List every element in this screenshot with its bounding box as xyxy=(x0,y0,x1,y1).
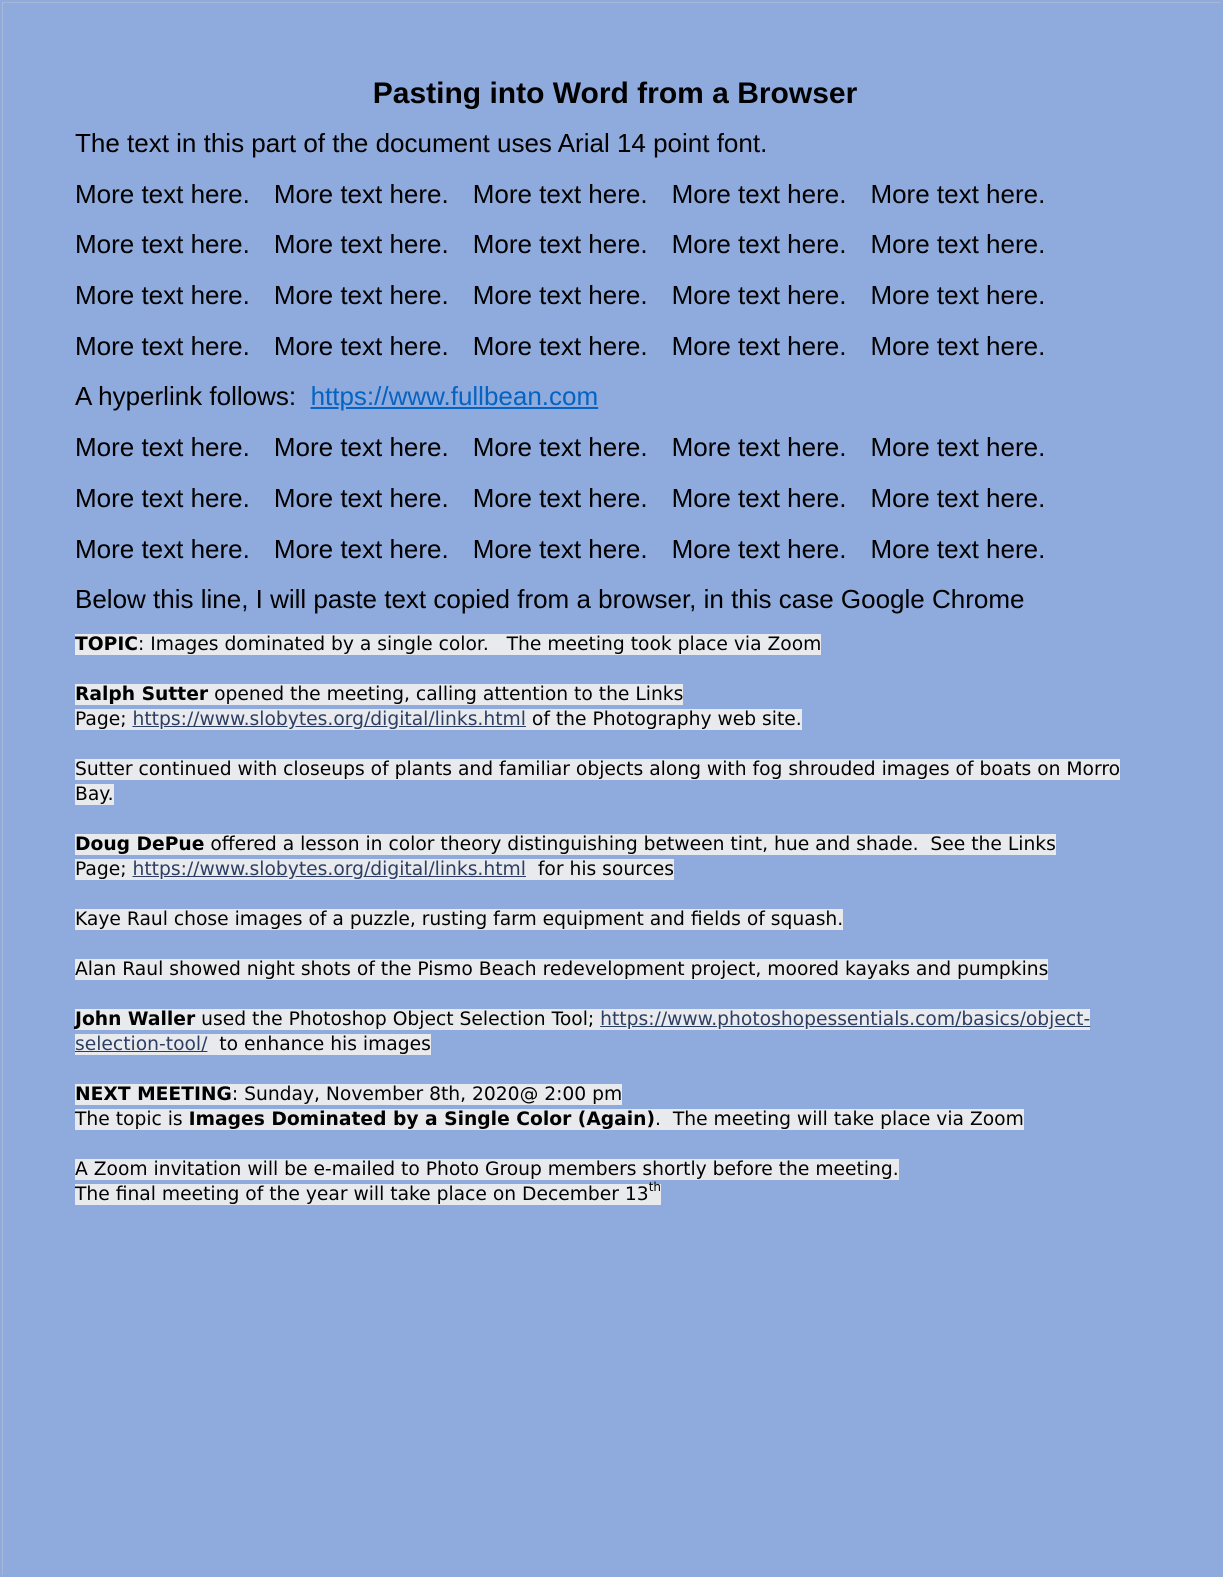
next-meeting-label: NEXT MEETING xyxy=(75,1084,232,1106)
paste-note: Below this line, I will paste text copied from a browser, in this case Google Chrome xyxy=(75,584,1025,615)
alan-text: Alan Raul showed night shots of the Pismo Beach redevelopment project, moored kayaks and pumpkins xyxy=(75,959,1049,981)
more-text: More text here. xyxy=(870,432,1046,463)
ralph-text-1: opened the meeting, calling attention to the Links xyxy=(208,684,684,706)
more-text-bottom-row xyxy=(75,534,1155,564)
pasted-next-meeting xyxy=(75,1082,1155,1132)
next-meeting-text: : Sunday, November 8th, 2020@ 2:00 pm xyxy=(231,1084,623,1106)
more-text-block-top xyxy=(75,179,1155,361)
more-text: More text here. xyxy=(273,178,449,209)
more-text: More text here. xyxy=(273,482,449,513)
ralph-text-3: of the Photography web site. xyxy=(525,709,802,731)
more-text: More text here. xyxy=(75,330,250,361)
pasted-kaye xyxy=(75,907,1155,932)
pasted-sutter xyxy=(75,757,1155,807)
more-text: More text here. xyxy=(870,482,1046,513)
more-text: More text here. xyxy=(75,229,250,260)
more-text: More text here. xyxy=(870,229,1046,260)
sutter-text: Sutter continued with closeups of plants and familiar objects along with fog shrouded images of boats on Morro Bay. xyxy=(75,759,1121,806)
kaye-text: Kaye Raul chose images of a puzzle, rusting farm equipment and fields of squash. xyxy=(75,909,844,931)
zoom-text: A Zoom invitation will be e-mailed to Photo Group members shortly before the meeting. xyxy=(75,1159,899,1181)
pasted-john xyxy=(75,1007,1155,1057)
photoshop-link[interactable]: https://www.photoshopessentials.com/basics/object-selection-tool/ xyxy=(75,1009,1091,1056)
more-text-top-row xyxy=(75,280,1155,310)
more-text: More text here. xyxy=(273,280,449,311)
topic-label: TOPIC xyxy=(75,634,138,656)
pasted-topic xyxy=(75,632,1155,657)
topic2-text-1: The topic is xyxy=(75,1109,189,1131)
more-text: More text here. xyxy=(273,229,449,260)
doug-links-link[interactable]: https://www.slobytes.org/digital/links.html xyxy=(132,859,526,881)
topic-text: : Images dominated by a single color. The meeting took place via Zoom xyxy=(138,634,822,656)
more-text: More text here. xyxy=(472,533,648,564)
more-text: More text here. xyxy=(75,178,250,209)
fullbean-link[interactable]: https://www.fullbean.com xyxy=(310,381,599,412)
intro-line: The text in this part of the document uses Arial 14 point font. xyxy=(75,128,768,158)
more-text: More text here. xyxy=(75,482,250,513)
more-text: More text here. xyxy=(870,330,1046,361)
more-text: More text here. xyxy=(870,178,1046,209)
final-meeting-sup: th xyxy=(648,1180,661,1195)
document-title: Pasting into Word from a Browser xyxy=(372,77,858,110)
more-text: More text here. xyxy=(671,533,847,564)
doug-text-1: offered a lesson in color theory distinguishing between tint, hue and shade. See the Links xyxy=(204,834,1056,856)
more-text: More text here. xyxy=(472,432,648,463)
hyperlink-line xyxy=(75,381,1155,411)
more-text: More text here. xyxy=(472,280,648,311)
john-name: John Waller xyxy=(75,1009,196,1031)
more-text: More text here. xyxy=(273,533,449,564)
pasted-zoom xyxy=(75,1157,1155,1207)
more-text-top-row xyxy=(75,229,1155,259)
more-text-bottom-row xyxy=(75,483,1155,513)
document-content xyxy=(75,75,1155,1232)
ralph-text-2: Page; xyxy=(75,709,133,731)
more-text: More text here. xyxy=(273,330,449,361)
more-text: More text here. xyxy=(671,330,847,361)
more-text: More text here. xyxy=(75,280,250,311)
john-text-2: to enhance his images xyxy=(207,1034,431,1056)
final-meeting-text: The final meeting of the year will take place on December 13 xyxy=(75,1184,649,1206)
doug-name: Doug DePue xyxy=(75,834,205,856)
more-text: More text here. xyxy=(671,432,847,463)
pasted-doug xyxy=(75,832,1155,882)
more-text-bottom-row xyxy=(75,432,1155,462)
pasted-alan xyxy=(75,957,1155,982)
more-text: More text here. xyxy=(75,432,250,463)
doug-text-2: Page; xyxy=(75,859,133,881)
john-text-1: used the Photoshop Object Selection Tool; xyxy=(195,1009,601,1031)
topic2-bold: Images Dominated by a Single Color (Again) xyxy=(188,1109,656,1131)
topic2-text-2: . The meeting will take place via Zoom xyxy=(655,1109,1024,1131)
pasted-ralph xyxy=(75,682,1155,732)
more-text: More text here. xyxy=(75,533,250,564)
more-text-top-row xyxy=(75,331,1155,361)
more-text: More text here. xyxy=(472,178,648,209)
more-text: More text here. xyxy=(472,330,648,361)
more-text-block-bottom xyxy=(75,432,1155,563)
more-text: More text here. xyxy=(870,280,1046,311)
document-page xyxy=(2,2,1221,1575)
more-text: More text here. xyxy=(671,280,847,311)
more-text: More text here. xyxy=(273,432,449,463)
ralph-name: Ralph Sutter xyxy=(75,684,209,706)
more-text: More text here. xyxy=(472,482,648,513)
more-text-top-row xyxy=(75,179,1155,209)
more-text: More text here. xyxy=(870,533,1046,564)
doug-text-3: for his sources xyxy=(525,859,674,881)
hyperlink-label: A hyperlink follows: xyxy=(75,381,297,412)
more-text: More text here. xyxy=(671,178,847,209)
more-text: More text here. xyxy=(472,229,648,260)
more-text: More text here. xyxy=(671,482,847,513)
ralph-links-link[interactable]: https://www.slobytes.org/digital/links.html xyxy=(132,709,526,731)
more-text: More text here. xyxy=(671,229,847,260)
